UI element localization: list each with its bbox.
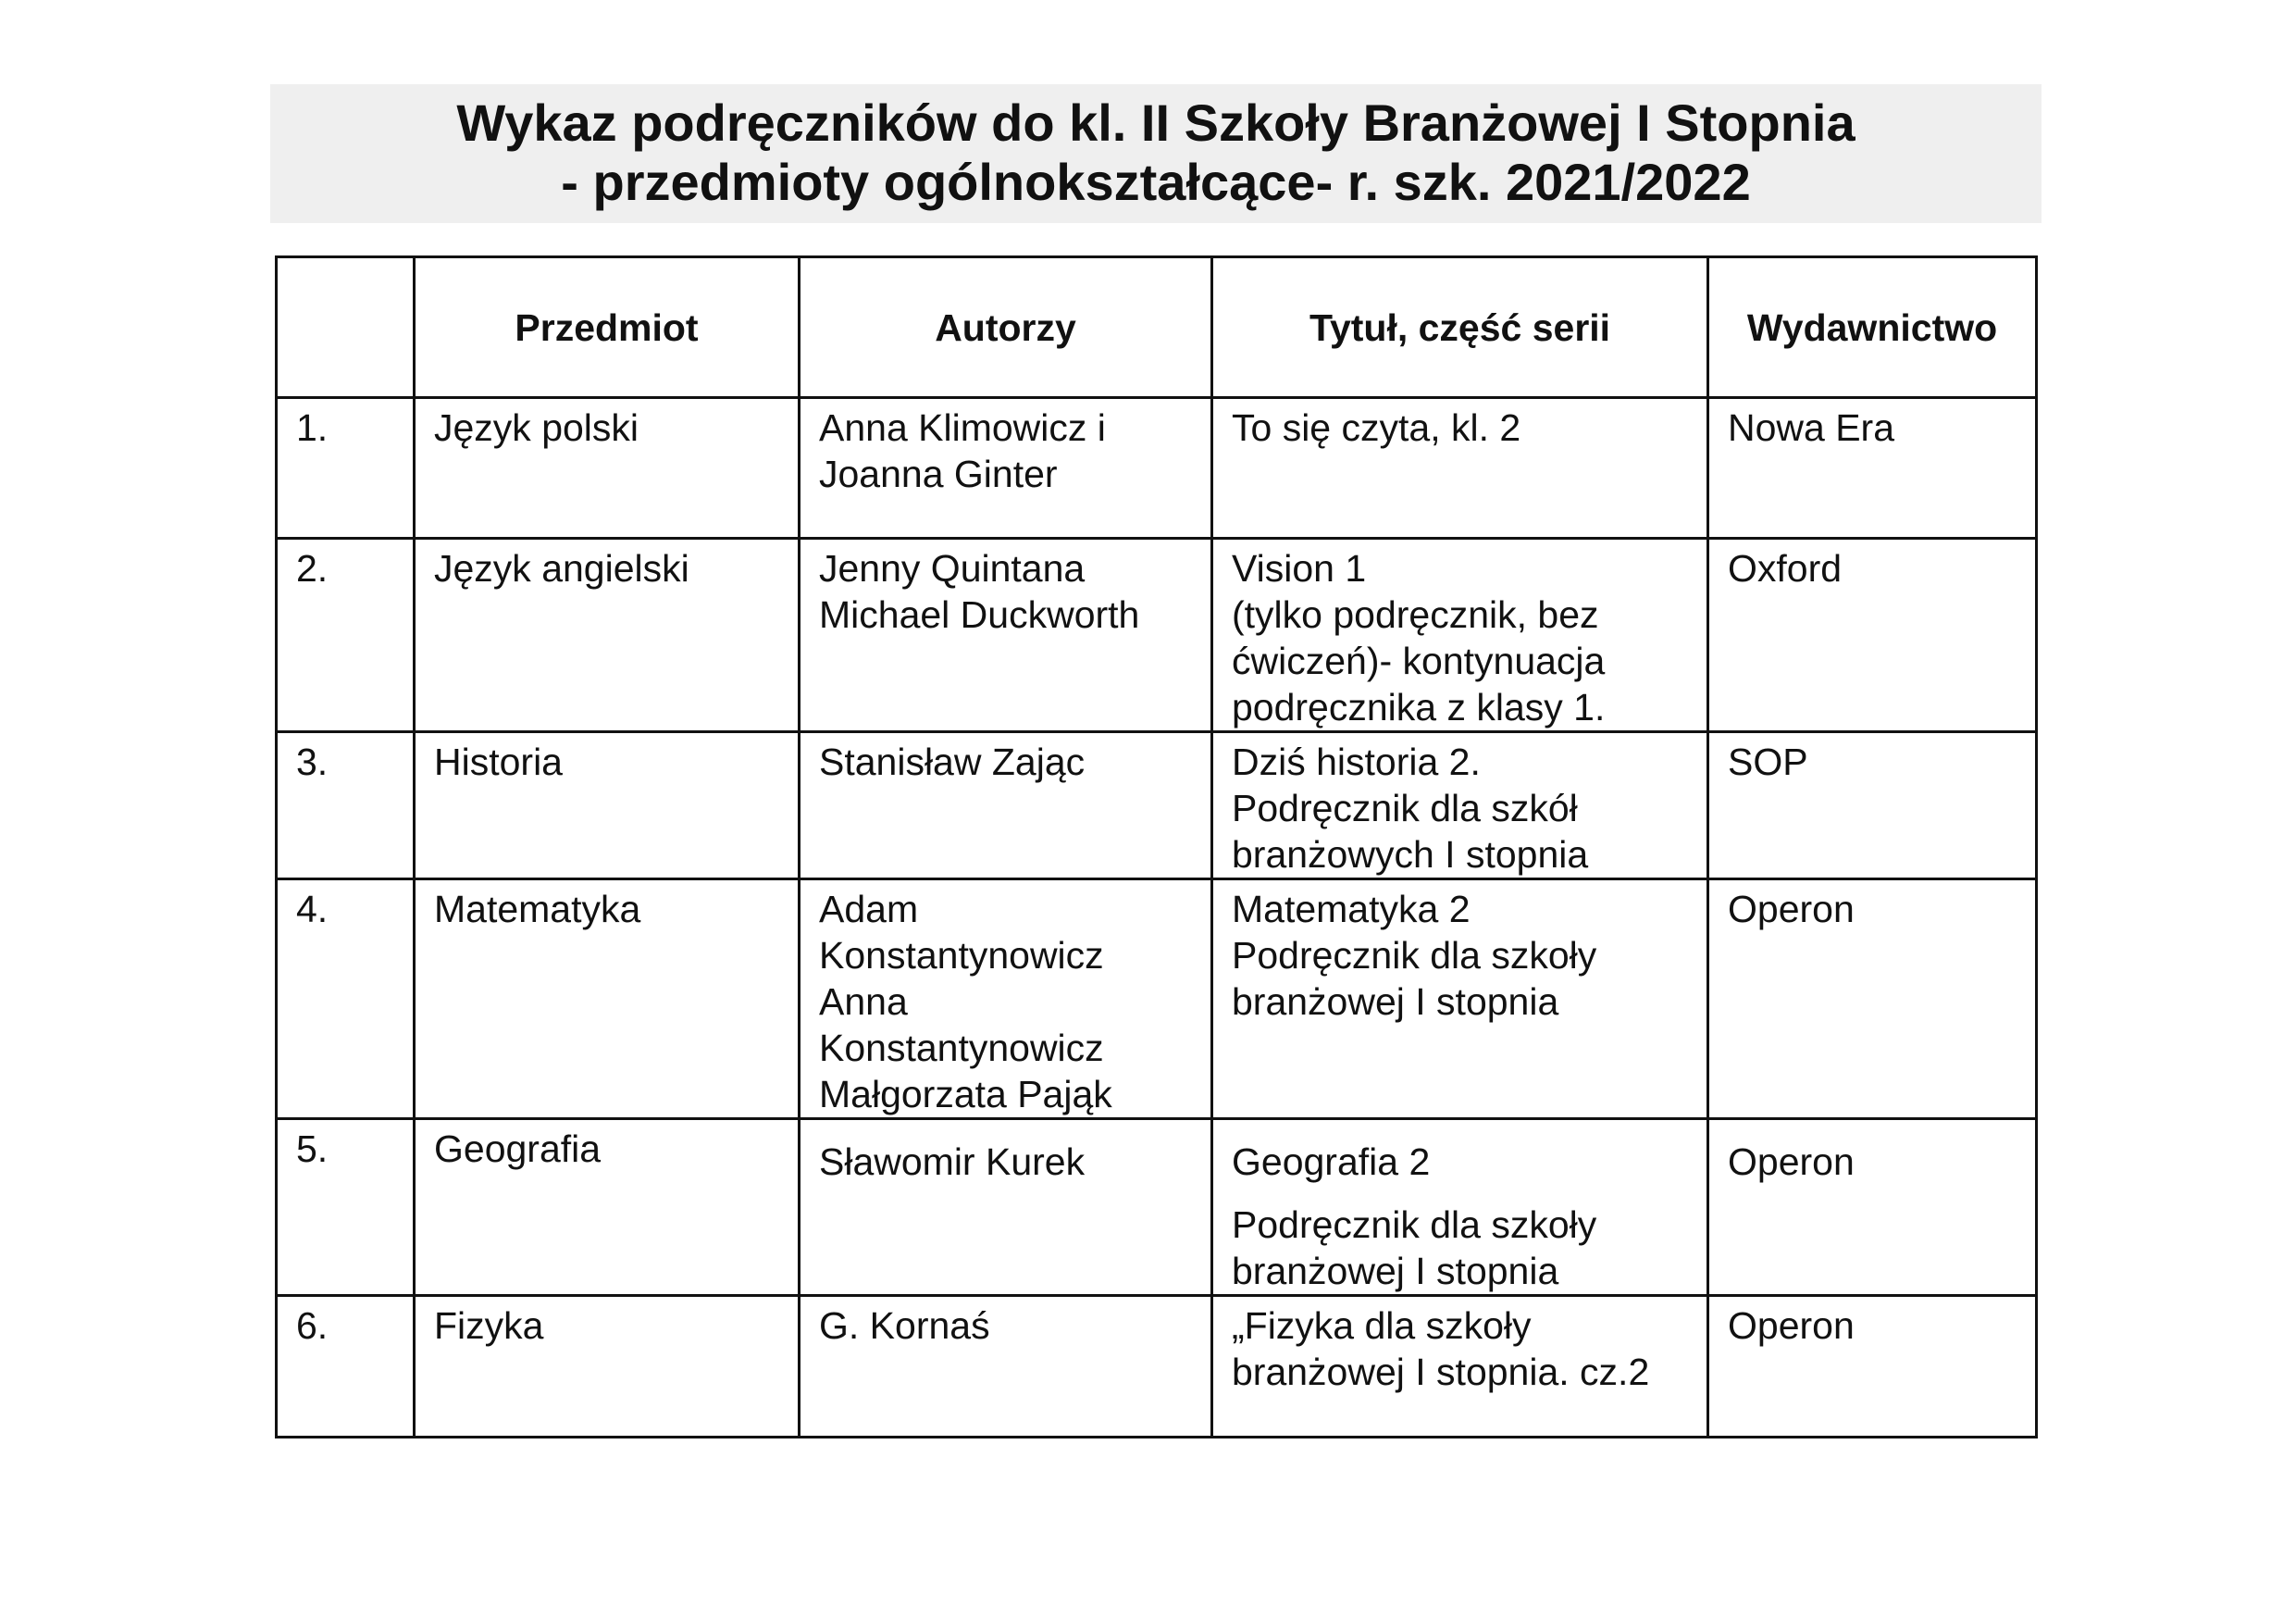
row-authors (800, 879, 1212, 1119)
author-line: G. Kornaś (819, 1304, 990, 1347)
title-line: Podręcznik dla szkół (1232, 787, 1578, 829)
row-publisher: SOP (1708, 732, 2037, 879)
author-line: Jenny Quintana (819, 547, 1086, 590)
table-row (277, 1119, 2037, 1296)
title-line: branżowej I stopnia (1232, 1250, 1559, 1292)
title-line: Dziś historia 2. (1232, 741, 1481, 783)
row-title (1212, 879, 1708, 1119)
row-title (1212, 1119, 1708, 1296)
author-line: Joanna Ginter (819, 453, 1058, 495)
title-line: branżowych I stopnia (1232, 833, 1589, 876)
row-subject: Geografia (415, 1119, 800, 1296)
title-line: branżowej I stopnia (1232, 980, 1559, 1023)
row-publisher: Nowa Era (1708, 398, 2037, 539)
row-number: 4. (277, 879, 415, 1119)
header-subject: Przedmiot (415, 257, 800, 398)
table-row (277, 879, 2037, 1119)
header-number (277, 257, 415, 398)
row-publisher: Oxford (1708, 539, 2037, 732)
row-number: 3. (277, 732, 415, 879)
row-authors (800, 1119, 1212, 1296)
row-authors (800, 732, 1212, 879)
publisher-line: Operon (1728, 1140, 1855, 1183)
table-header-row (277, 257, 2037, 398)
title-line: Podręcznik dla szkoły (1232, 1203, 1597, 1246)
row-subject: Język angielski (415, 539, 800, 732)
title-line-2: - przedmioty ogólnokształcące- r. szk. 2021/2022 (561, 153, 1751, 211)
title-line: podręcznika z klasy 1. (1232, 686, 1606, 729)
document-title (270, 84, 2042, 223)
title-line: To się czyta, kl. 2 (1232, 406, 1521, 449)
table-row (277, 398, 2037, 539)
row-number: 5. (277, 1119, 415, 1296)
line-spacer (1232, 1185, 1688, 1202)
author-line: Anna (819, 980, 908, 1023)
row-authors (800, 1296, 1212, 1438)
header-authors: Autorzy (800, 257, 1212, 398)
title-line: branżowej I stopnia. cz.2 (1232, 1351, 1650, 1393)
row-publisher (1708, 1119, 2037, 1296)
author-line: Sławomir Kurek (819, 1140, 1086, 1183)
title-line: Matematyka 2 (1232, 888, 1471, 930)
textbook-table (275, 255, 2038, 1438)
row-publisher: Operon (1708, 1296, 2037, 1438)
author-line: Adam (819, 888, 919, 930)
title-line: Vision 1 (1232, 547, 1367, 590)
title-line: Podręcznik dla szkoły (1232, 934, 1597, 977)
author-line: Anna Klimowicz i (819, 406, 1106, 449)
row-title (1212, 398, 1708, 539)
row-subject: Język polski (415, 398, 800, 539)
row-authors (800, 539, 1212, 732)
table-row (277, 732, 2037, 879)
row-authors (800, 398, 1212, 539)
author-line: Małgorzata Pająk (819, 1073, 1112, 1115)
title-line: „Fizyka dla szkoły (1232, 1304, 1532, 1347)
author-line: Konstantynowicz (819, 934, 1104, 977)
row-title (1212, 732, 1708, 879)
author-line: Konstantynowicz (819, 1027, 1104, 1069)
row-number: 2. (277, 539, 415, 732)
row-publisher: Operon (1708, 879, 2037, 1119)
row-number: 1. (277, 398, 415, 539)
table-row (277, 1296, 2037, 1438)
author-line: Michael Duckworth (819, 593, 1140, 636)
row-subject: Fizyka (415, 1296, 800, 1438)
title-line: Geografia 2 (1232, 1140, 1431, 1183)
row-subject: Historia (415, 732, 800, 879)
title-line: ćwiczeń)- kontynuacja (1232, 640, 1606, 682)
table-row (277, 539, 2037, 732)
row-title (1212, 539, 1708, 732)
header-title: Tytuł, część serii (1212, 257, 1708, 398)
header-publisher: Wydawnictwo (1708, 257, 2037, 398)
row-subject: Matematyka (415, 879, 800, 1119)
row-title (1212, 1296, 1708, 1438)
row-number: 6. (277, 1296, 415, 1438)
author-line: Stanisław Zając (819, 741, 1086, 783)
title-line-1: Wykaz podręczników do kl. II Szkoły Branżowej I Stopnia (456, 93, 1855, 152)
title-line: (tylko podręcznik, bez (1232, 593, 1599, 636)
